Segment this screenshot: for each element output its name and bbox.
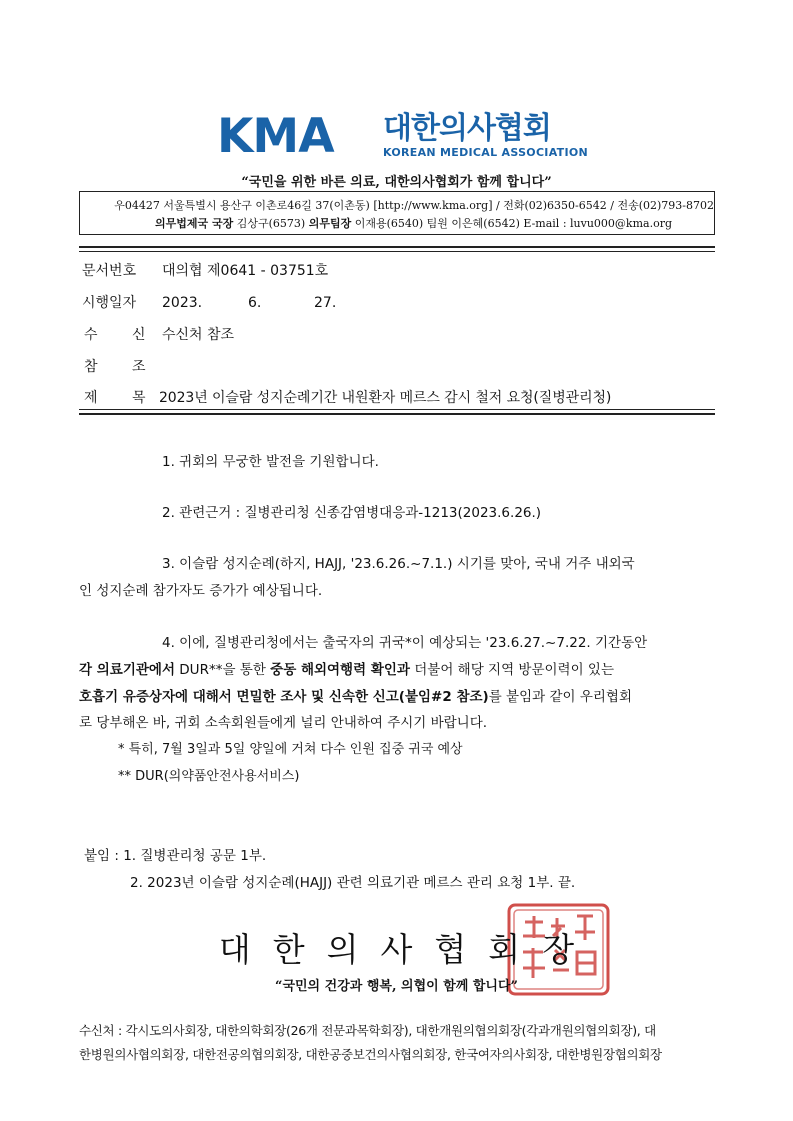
paragraph-4-line-2 bbox=[79, 661, 614, 679]
date-year: 2023. bbox=[162, 295, 203, 311]
date-label: 시행일자 bbox=[82, 295, 137, 311]
doc-number: 대의협 제0641 - 03751호 bbox=[162, 263, 329, 279]
team-value: 이재용(6540) 팀원 이은혜(6542) E-mail : luvu000@kma.org bbox=[351, 217, 672, 230]
recipient-label-1: 수 bbox=[84, 327, 98, 343]
contact-staff-line bbox=[80, 215, 716, 231]
recipients-line-1: 수신처 : 각시도의사회장, 대한의학회장(26개 전문과목학회장), 대한개원의협의회장(각과개원의협의회장), 대 bbox=[79, 1023, 656, 1038]
divider bbox=[79, 409, 715, 410]
divider bbox=[79, 413, 715, 415]
logo-name-english: KOREAN MEDICAL ASSOCIATION bbox=[383, 146, 589, 159]
paragraph-4-line-3 bbox=[79, 688, 632, 706]
subject-label-2: 목 bbox=[132, 390, 146, 406]
paragraph-4-line-1: 4. 이에, 질병관리청에서는 출국자의 귀국*이 예상되는 '23.6.27.~7.22. 기간동안 bbox=[162, 635, 648, 651]
text: 더불어 해당 지역 방문이력이 있는 bbox=[409, 662, 614, 678]
footnote-2: ** DUR(의약품안전사용서비스) bbox=[118, 769, 300, 784]
sender-title: 대한의사협회장 bbox=[218, 930, 597, 969]
attachment-2: 2. 2023년 이슬람 성지순례(HAJJ) 관련 의료기관 메르스 관리 요청 1부. 끝. bbox=[130, 875, 576, 891]
kma-logo-mark: KMA bbox=[217, 109, 334, 164]
attachment-1: 붙임 : 1. 질병관리청 공문 1부. bbox=[84, 848, 267, 864]
date-month: 6. bbox=[248, 295, 262, 311]
top-slogan: “국민을 위한 바른 의료, 대한의사협회가 함께 합니다” bbox=[241, 175, 552, 190]
text: 를 붙임과 같이 우리협회 bbox=[488, 689, 633, 705]
paragraph-3-line-1: 3. 이슬람 성지순례(하지, HAJJ, '23.6.26.~7.1.) 시기를 맞아, 국내 거주 내외국 bbox=[162, 556, 635, 572]
paragraph-3-line-2: 인 성지순례 참가자도 증가가 예상됩니다. bbox=[79, 583, 323, 599]
team-label: 의무팀장 bbox=[308, 217, 352, 230]
doc-number-label: 문서번호 bbox=[82, 263, 137, 279]
subject-label-1: 제 bbox=[84, 390, 98, 406]
recipients-line-2: 한병원의사협의회장, 대한전공의협의회장, 대한공중보건의사협의회장, 한국여자의사회장, 대한병원장협의회장 bbox=[79, 1047, 662, 1062]
dept-value: 김상구(6573) bbox=[233, 217, 309, 230]
paragraph-2: 2. 관련근거 : 질병관리청 신종감염병대응과-1213(2023.6.26.) bbox=[162, 505, 542, 521]
bold-text: 중동 해외여행력 확인과 bbox=[270, 662, 410, 678]
date-day: 27. bbox=[314, 295, 337, 311]
paragraph-1: 1. 귀회의 무궁한 발전을 기원합니다. bbox=[162, 454, 379, 470]
footer-slogan: “국민의 건강과 행복, 의협이 함께 합니다” bbox=[274, 979, 519, 994]
text: DUR**을 통한 bbox=[175, 662, 271, 678]
paragraph-4-line-4: 로 당부해온 바, 귀회 소속회원들에게 널리 안내하여 주시기 바랍니다. bbox=[79, 715, 488, 731]
reference-label-2: 조 bbox=[132, 359, 146, 375]
divider bbox=[79, 246, 715, 248]
bold-text: 각 의료기관에서 bbox=[79, 662, 175, 678]
logo-name-korean: 대한의사협회 bbox=[383, 111, 551, 146]
dept-label: 의무법제국 국장 bbox=[155, 217, 234, 230]
recipient-label-2: 신 bbox=[132, 327, 146, 343]
divider bbox=[79, 251, 715, 252]
footnote-1: * 특히, 7월 3일과 5일 양일에 거쳐 다수 인원 집중 귀국 예상 bbox=[118, 742, 463, 757]
recipient-value: 수신처 참조 bbox=[162, 327, 235, 343]
bold-text: 호흡기 유증상자에 대해서 면밀한 조사 및 신속한 신고(붙임#2 참조) bbox=[79, 689, 489, 705]
reference-label-1: 참 bbox=[84, 359, 98, 375]
contact-box bbox=[79, 191, 715, 235]
subject-value: 2023년 이슬람 성지순례기간 내원환자 메르스 감시 철저 요청(질병관리청) bbox=[159, 390, 612, 406]
contact-address-line: 우04427 서울특별시 용산구 이촌로46길 37(이촌동) [http://www.kma.org] / 전화(02)6350-6542 / 전송(02)793-8702 bbox=[114, 199, 714, 212]
